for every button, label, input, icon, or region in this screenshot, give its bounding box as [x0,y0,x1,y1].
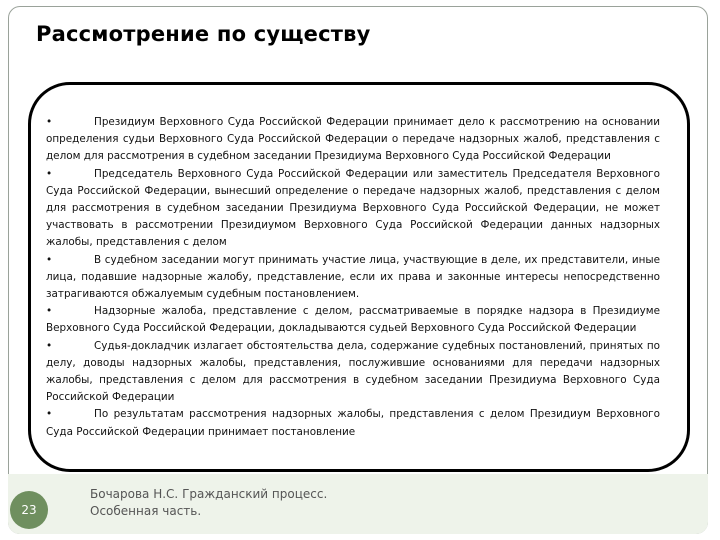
bullet-icon: • [46,167,53,180]
bullet-paragraph-6 [46,406,660,440]
paragraph-text: В судебном заседании могут принимать участие лица, участвующие в деле, их представители, иные лица, подавшие надзорные жалобу, представление, если их права и законные интересы непосредственно затрагиваются обжалуемым судебным постановлением. [46,253,660,301]
bullet-icon: • [46,305,53,318]
footer-author: Бочарова Н.С. Гражданский процесс. [90,487,328,501]
slide-title: Рассмотрение по существу [36,22,371,46]
page-number-badge: 23 [10,491,48,529]
paragraph-text: Надзорные жалоба, представление с делом, рассматриваемые в порядке надзора в Президиуме Верховного Суда Российской Федерации, докладываются судьей Верховного Суда Российской Федерации [46,305,660,335]
bullet-icon: • [46,339,53,352]
paragraph-text: По результатам рассмотрения надзорных жалобы, представления с делом Президиум Верховного Суда Российской Федерации принимает постановление [46,408,660,438]
footer-subtitle: Особенная часть. [90,504,202,518]
slide-content [46,114,660,441]
paragraph-text: Судья-докладчик излагает обстоятельства дела, содержание судебных постановлений, принятых по делу, доводы надзорных жалобы, представления, послужившие основаниями для передачи надзорных жалобы, представления с делом для рассмотрения в судебном заседании Президиума Верховного Суда Российской Федерации [46,339,660,404]
bullet-paragraph-2 [46,166,660,252]
bullet-icon: • [46,116,53,128]
bullet-paragraph-4 [46,303,660,337]
bullet-paragraph-3 [46,252,660,304]
paragraph-text: Президиум Верховного Суда Российской Федерации принимает дело к рассмотрению на основании определения судьи Верховного Суда Российской Федерации о передаче надзорных жалоб, представления с делом для рассмотрения в судебном заседании Президиума Верховного Суда Российской Федерации [46,116,660,163]
footer-text [90,486,327,520]
paragraph-text: Председатель Верховного Суда Российской Федерации или заместитель Председателя Верховного Суда Российской Федерации, вынесший определение о передаче надзорных жалоб, представления с делом для рассмотрения в судебном заседании Президиума Верховного Суда Российской Федерации, не может участвовать в рассмотрении Президиумом Верховного Суда Российской Федерации данных надзорных жалобы, представления с делом [46,167,660,249]
bullet-paragraph-1 [46,114,660,166]
bullet-icon: • [46,408,53,421]
bullet-paragraph-5 [46,338,660,407]
bullet-icon: • [46,253,53,266]
